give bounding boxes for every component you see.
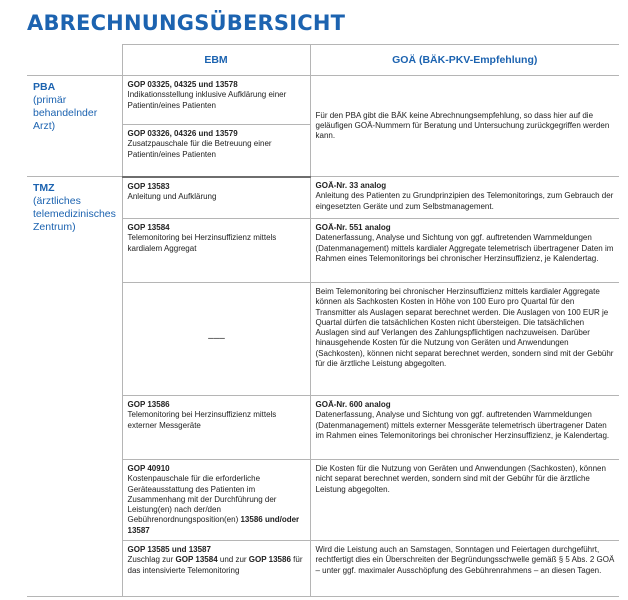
header-empty [27, 45, 122, 76]
header-row [27, 45, 619, 76]
table-row [27, 177, 619, 219]
category-desc: (ärztliches telemedizinisches Zentrum) [33, 195, 116, 233]
ebm-text-bold: GOP 13584 [175, 555, 218, 565]
goa-text: Für den PBA gibt die BÄK keine Abrechnungsempfehlung, so dass hier auf die geläufigen GOÄ-Nummern für Beratung und Untersuchung zurückgegriffen werden kann. [315, 110, 610, 141]
ebm-text: Zuschlag zur [127, 555, 174, 565]
goa-cell [310, 396, 619, 460]
goa-text: Beim Telemonitoring bei chronischer Herzinsuffizienz mittels kardialer Aggregate können als Sachkosten Kosten in Höhe von 100 Euro pro Quartal für den Transmitter als Auslagen separat berechnet werden. Die Auslagen von 100 EUR je Quartal dürfen die tatsächlichen Kosten nicht übersteigen. Die tatsächlichen Auslagen sind auf Verlangen des Zahlungspflichtigen nachzuweisen. Darüber hinausgehende Kosten für die Nutzung von Geräten und Anwendungen (Sachkosten), können nicht separat berechnet werden, sondern sind mit der Gebühr für die ärztliche Leistung abgegolten. [315, 287, 614, 369]
ebm-code: GOP 13583 [127, 181, 170, 191]
header-ebm: EBM [122, 45, 310, 76]
category-desc: (primär behandelnder Arzt) [33, 94, 98, 132]
ebm-text: Kostenpauschale für die erforderliche Geräteausstattung des Patienten im Zusammenhang mit der Durchführung der Leistung(en) nach der/den Gebührenordnungsposition(en) [127, 474, 277, 525]
category-pba [27, 76, 122, 177]
ebm-cell [122, 76, 310, 125]
ebm-code: GOP 40910 [127, 464, 170, 473]
goa-text: Anleitung des Patienten zu Grundprinzipien des Telemonitorings, zum Gebrauch der eingesetzten Geräte und zum Selbstmanagement. [315, 191, 614, 211]
goa-text: Datenerfassung, Analyse und Sichtung von ggf. auftretenden Warnmeldungen (Datenmanagement) mittels kardialer Aggregate telemetrisch übertragener Daten im Rahmen eines Telemonitorings bei chronischer Herzinsuffizienz, je Kalendertag. [315, 233, 614, 263]
goa-cell [310, 283, 619, 396]
ebm-code: GOP 13585 und 13587 [127, 545, 211, 555]
ebm-cell [122, 177, 310, 219]
ebm-cell [122, 541, 310, 597]
goa-text: Die Kosten für die Nutzung von Geräten und Anwendungen (Sachkosten), können nicht separat berechnet werden, sondern sind mit der Gebühr für die ärztliche Leistung abgegolten. [315, 464, 606, 494]
category-name: PBA [33, 81, 56, 93]
ebm-code: GOP 13584 [127, 223, 170, 232]
goa-code: GOÄ-Nr. 33 analog [315, 181, 387, 190]
ebm-text: Zusatzpauschale für die Betreuung einer Patientin/eines Patienten [127, 139, 272, 159]
ebm-cell [122, 125, 310, 177]
goa-cell [310, 76, 619, 177]
goa-text: Wird die Leistung auch an Samstagen, Sonntagen und Feiertagen durchgeführt, rechtfertigt dies ein Überschreiten der Begründungsschwelle gemäß § 5 Abs. 2 GOÄ – unter ggf. maximaler Ausschöpfung des Gebührenrahmens – an diesen Tagen. [315, 545, 615, 575]
header-goa: GOÄ (BÄK-PKV-Empfehlung) [310, 45, 619, 76]
category-tmz [27, 177, 122, 597]
ebm-cell-empty: ––– [122, 283, 310, 396]
ebm-code: GOP 03325, 04325 und 13578 [127, 80, 238, 89]
ebm-text: Telemonitoring bei Herzinsuffizienz mittels externer Messgeräte [127, 410, 277, 430]
ebm-text: Anleitung und Aufklärung [127, 191, 217, 201]
goa-code: GOÄ-Nr. 600 analog [315, 400, 391, 409]
ebm-code: GOP 13586 [127, 400, 170, 409]
ebm-cell [122, 396, 310, 460]
ebm-text: und zur [219, 555, 247, 565]
table-row [27, 76, 619, 125]
goa-cell [310, 541, 619, 597]
page-title: ABRECHNUNGSÜBERSICHT [27, 11, 346, 35]
goa-text: Datenerfassung, Analyse und Sichtung von ggf. auftretenden Warnmeldungen (Datenmanagement) mittels externer Messgeräte telemetrisch übertragener Daten im Rahmen eines Telemonitorings bei chronischer Herzinsuffizienz, je Kalendertag. [315, 410, 610, 440]
ebm-text: für das intensivierte Telemonitoring [127, 555, 303, 575]
category-name: TMZ [33, 182, 55, 194]
ebm-cell [122, 219, 310, 283]
ebm-text-bold: GOP 13586 [248, 555, 291, 565]
ebm-text: Telemonitoring bei Herzinsuffizienz mittels kardialem Aggregat [127, 233, 277, 253]
goa-cell [310, 177, 619, 219]
ebm-text-bold: 13586 und/oder 13587 [127, 515, 300, 535]
billing-table [27, 44, 619, 597]
goa-cell [310, 219, 619, 283]
goa-cell [310, 460, 619, 541]
goa-code: GOÄ-Nr. 551 analog [315, 223, 391, 232]
ebm-text: Indikationsstellung inklusive Aufklärung einer Patientin/eines Patienten [127, 90, 287, 110]
ebm-cell [122, 460, 310, 541]
ebm-code: GOP 03326, 04326 und 13579 [127, 129, 238, 138]
